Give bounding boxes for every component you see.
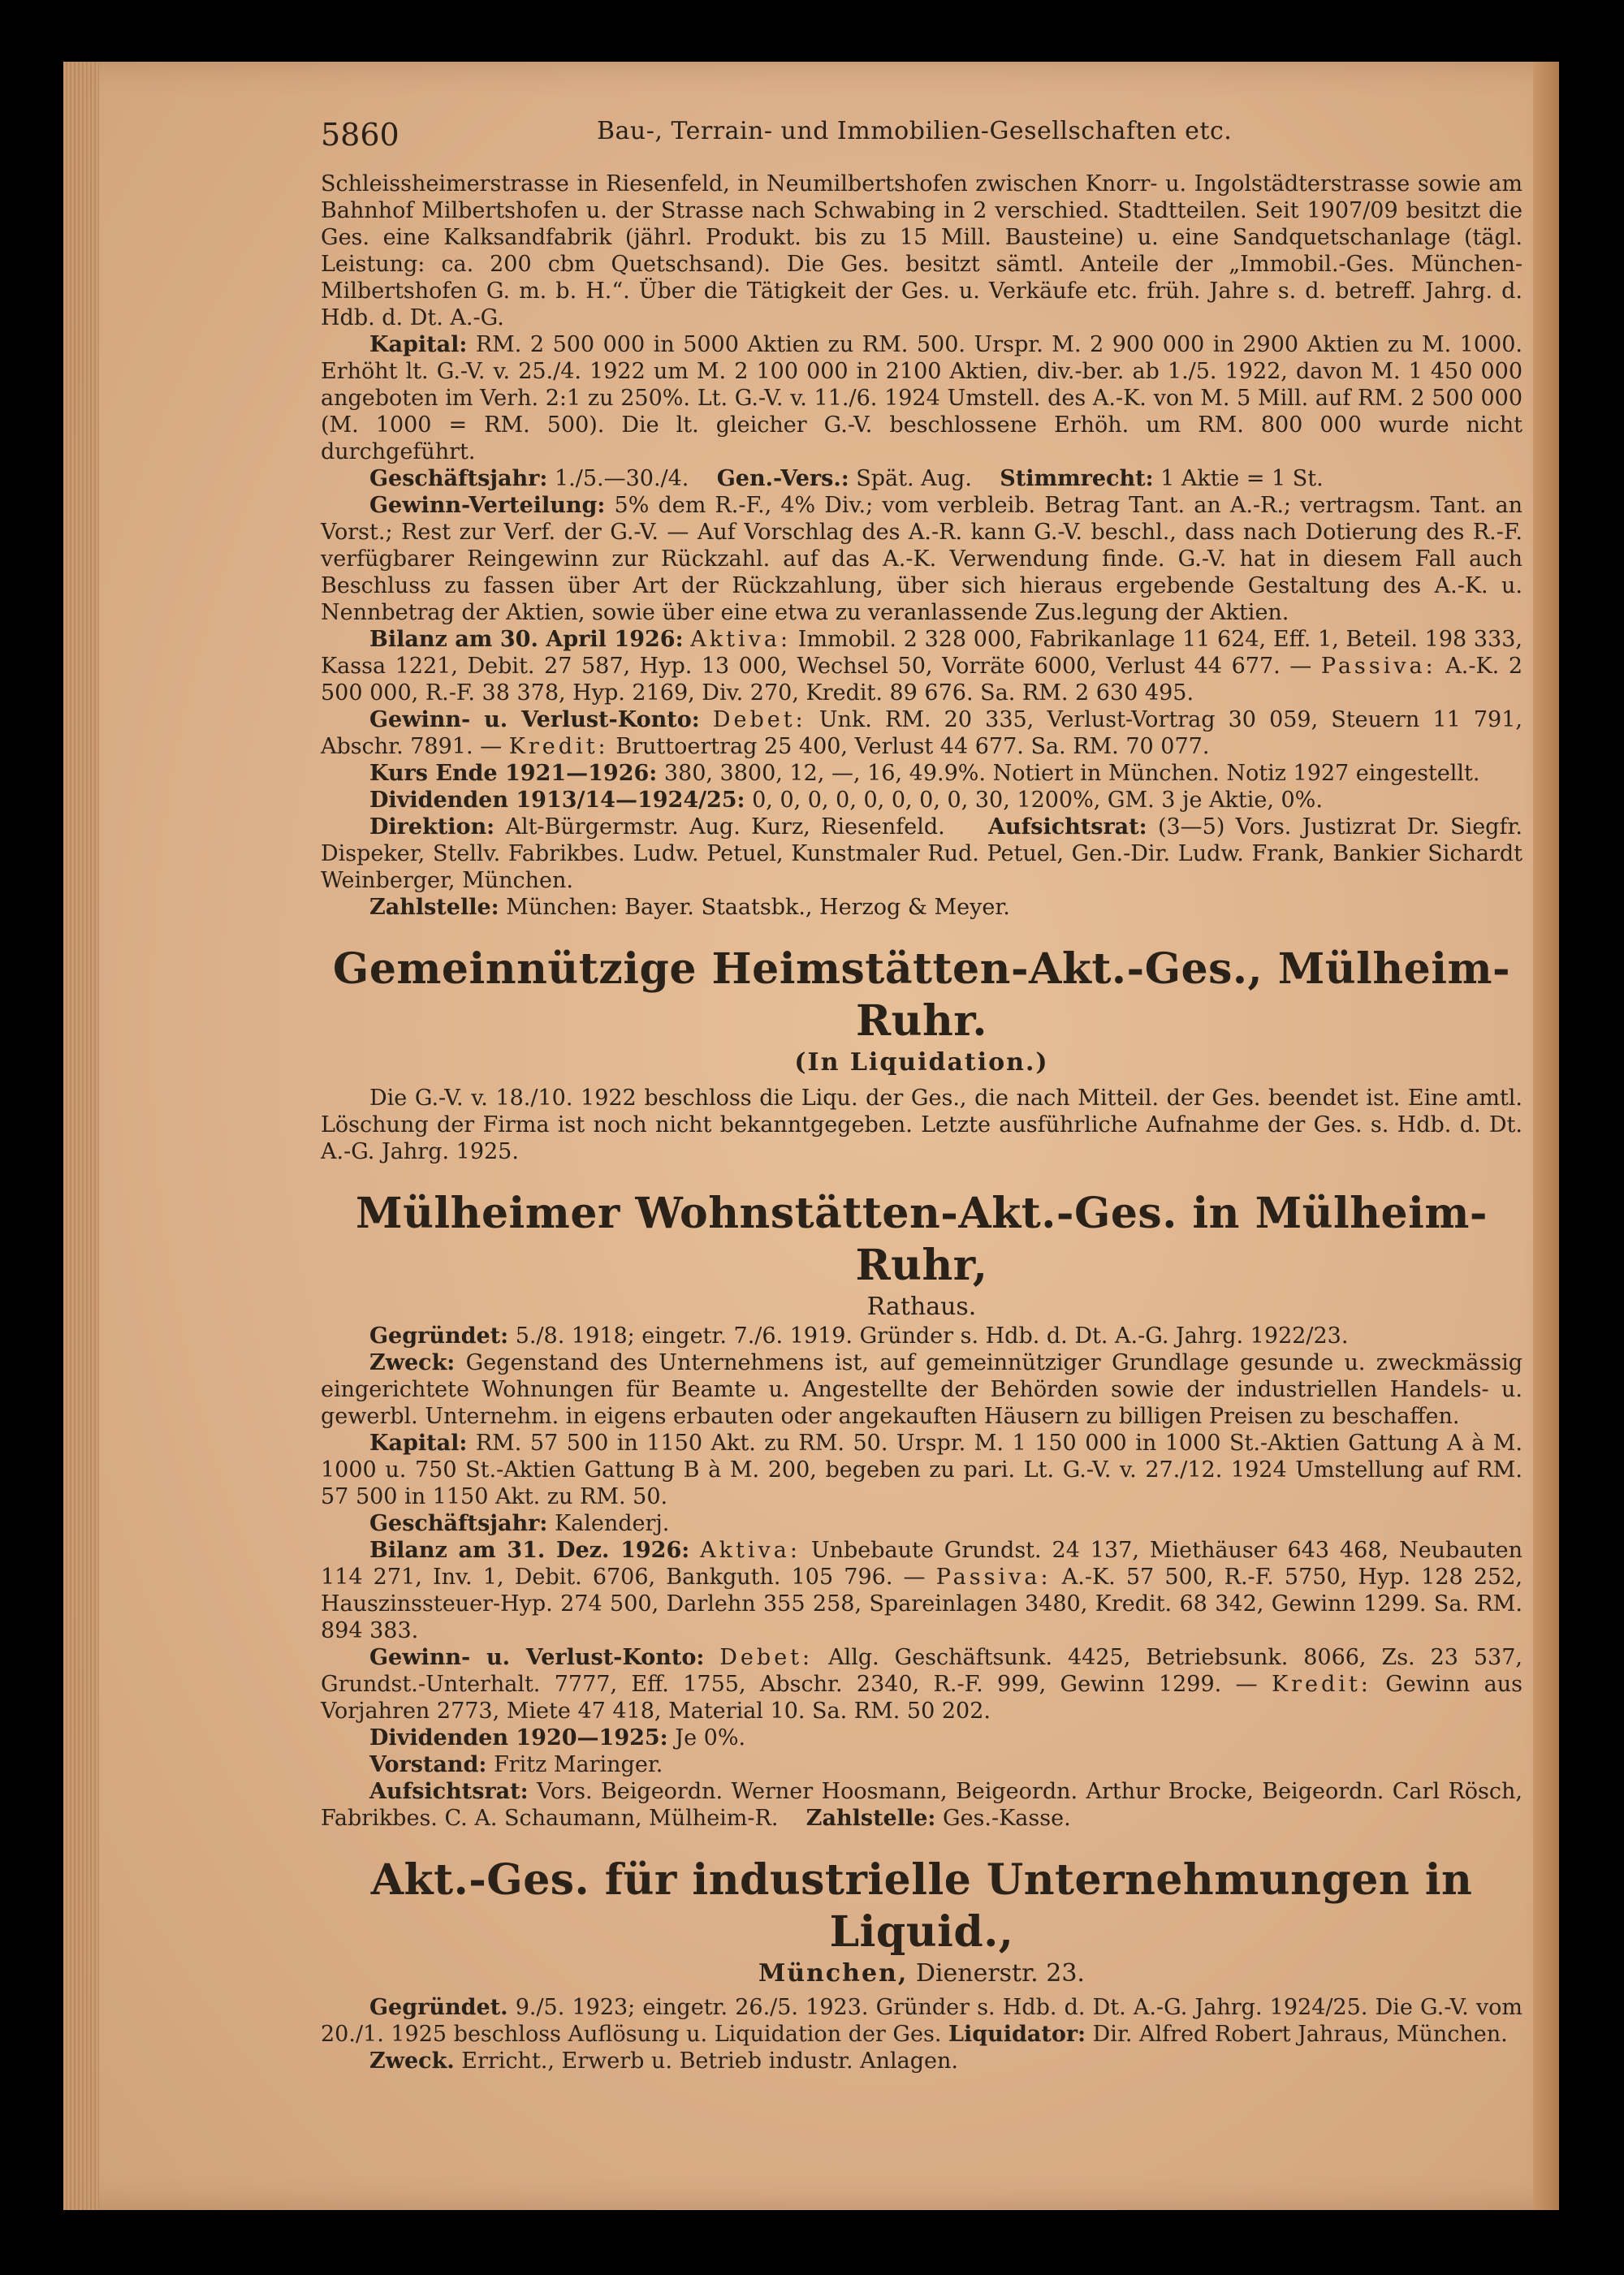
kapital-label: Kapital: [369, 332, 468, 357]
geschaeftsjahr-text-2: Kalenderj. [554, 1511, 670, 1536]
section-heimstaetten [321, 1085, 1522, 1165]
kredit-text: Bruttoertrag 25 400, Verlust 44 677. Sa. RM. 70 077. [615, 734, 1210, 759]
gegruendet-label-2: Gegründet. [369, 1995, 508, 2020]
running-title: Bau-, Terrain- und Immobilien-Gesellschaften etc. [597, 117, 1233, 145]
gewinnverteilung-text: 5% dem R.-F., 4% Div.; vom verbleib. Betrag Tant. an A.-R.; vertragsm. Tant. an Vorst.; Rest zur Verf. der G.-V. — Auf Vorschlag des A.-R. kann G.-V. beschl., dass nach Dotierung des R.-F. verfügbarer Reingewinn zur Rückzahl. auf das A.-K. Verwendung finde. G.-V. hat in diesem Fall auch Beschluss zu fassen über Art der Rückzahlung, über sich hieraus ergebende Gestaltung des A.-K. u. Nennbetrag der Aktien, sowie über eine etwa zu veranlassende Zus.legung der Aktien. [321, 493, 1522, 625]
section-continued-entry [321, 171, 1522, 921]
guv-paragraph-2 [321, 1644, 1522, 1725]
debet-word-2: Debet: [719, 1645, 814, 1670]
gegruendet-label: Gegründet: [369, 1323, 509, 1349]
zweck-label: Zweck: [369, 1350, 456, 1375]
heimstaetten-paragraph: Die G.-V. v. 18./10. 1922 beschloss die Liqu. der Ges., die nach Mitteil. der Ges. beendet ist. Eine amtl. Löschung der Firma ist noch nicht bekanntgegeben. Letzte ausführliche Aufnahme der Ges. s. Hdb. d. Dt. A.-G. Jahrg. 1925. [321, 1086, 1522, 1164]
company-address-industrielle [321, 1958, 1522, 1989]
direktion-paragraph [321, 814, 1522, 894]
aktiva-text-2: Unbebaute Grundst. 24 137, Miethäuser 643 468, Neubauten 114 271, Inv. 1, Debit. 6706, Bankguth. 105 796. — [321, 1538, 1522, 1590]
bilanz-label-2: Bilanz am 31. Dez. 1926: [369, 1538, 690, 1563]
debet-text: Unk. RM. 20 335, Verlust-Vortrag 30 059, Steuern 11 791, Abschr. 7891. — [321, 707, 1522, 759]
company-title-heimstaetten: Gemeinnützige Heimstätten-Akt.-Ges., Mülheim-Ruhr. [332, 944, 1511, 1046]
page-header [321, 106, 1522, 171]
aufsichtsrat-text: (3—5) Vors. Justizrat Dr. Siegfr. Dispeker, Stellv. Fabrikbes. Ludw. Petuel, Kunstmaler Rud. Petuel, Gen.-Dir. Ludw. Frank, Bankier Sichardt Weinberger, München. [321, 814, 1522, 893]
company-title-wohnstaetten: Mülheimer Wohnstätten-Akt.-Ges. in Mülheim-Ruhr, [356, 1189, 1488, 1290]
street-address: Dienerstr. 23. [915, 1959, 1085, 1988]
vorstand-label: Vorstand: [369, 1752, 487, 1777]
kapital-paragraph-2 [321, 1430, 1522, 1510]
aufsichtsrat-label-2: Aufsichtsrat: [369, 1779, 529, 1804]
zweck-text: Gegenstand des Unternehmens ist, auf gemeinnütziger Grundlage gesunde u. zweckmässig eingerichtete Wohnungen für Beamte u. Angestellte der Behörden sowie der industriellen Handels- u. gewerbl. Unternehm. in eigens erbauten oder angekauften Häusern zu billigen Preisen zu beschaffen. [321, 1350, 1523, 1429]
dividenden-label-2: Dividenden 1920—1925: [369, 1725, 668, 1750]
genvers-label: Gen.-Vers.: [716, 466, 849, 491]
passiva-text-2: A.-K. 57 500, R.-F. 5750, Hyp. 128 252, Hauszinssteuer-Hyp. 274 500, Darlehn 355 258, Spareinlagen 3480, Kredit. 68 342, Gewinn 1299. Sa. RM. 894 383. [321, 1565, 1522, 1643]
zweck-paragraph [321, 1349, 1522, 1430]
page-fore-edges [63, 62, 99, 2210]
company-subtitle-liquidation [321, 1047, 1522, 1078]
zweck-text-2: Erricht., Erwerb u. Betrieb industr. Anlagen. [461, 2048, 958, 2074]
city-name: München, [758, 1959, 909, 1988]
zweck-label-2: Zweck. [369, 2048, 455, 2074]
aufsichtsrat-paragraph-2 [321, 1778, 1522, 1832]
aktiva-text: Immobil. 2 328 000, Fabrikanlage 11 624, Eff. 1, Beteil. 198 333, Kassa 1221, Debit. 27 587, Hyp. 13 000, Wechsel 50, Vorräte 6000, Verlust 44 677. — [321, 627, 1522, 679]
zahlstelle-label-2: Zahlstelle: [806, 1806, 936, 1831]
passiva-word: Passiva: [1320, 654, 1436, 679]
zweck-paragraph-2 [321, 2048, 1522, 2074]
aktiva-word: Aktiva: [690, 627, 792, 652]
vorstand-paragraph [321, 1751, 1522, 1778]
dividenden-paragraph-2 [321, 1725, 1522, 1751]
genvers-text: Spät. Aug. [856, 466, 972, 491]
intro-paragraph: Schleissheimerstrasse in Riesenfeld, in Neumilbertshofen zwischen Knorr- u. Ingolstädterstrasse sowie am Bahnhof Milbertshofen u. der Strasse nach Schwabing in 2 verschied. Stadtteilen. Seit 1907/09 besitzt die Ges. eine Kalksandfabrik (jährl. Produkt. bis zu 15 Mill. Bausteine) u. eine Sandquetschanlage (tägl. Leistung: ca. 200 cbm Quetschsand). Die Ges. besitzt sämtl. Anteile der „Immobil.-Ges. München-Milbertshofen G. m. b. H.“. Über die Tätigkeit der Ges. u. Verkäufe etc. früh. Jahre s. d. betreff. Jahrg. d. Hdb. d. Dt. A.-G. [321, 171, 1522, 330]
company-title-industrielle: Akt.-Ges. für industrielle Unternehmungen in Liquid., [370, 1855, 1473, 1957]
gewinnverteilung-label: Gewinn-Verteilung: [369, 493, 606, 518]
geschaeftsjahr-label: Geschäftsjahr: [369, 466, 548, 491]
section-industrielle [321, 1994, 1522, 2074]
dividenden-label: Dividenden 1913/14—1924/25: [369, 788, 745, 813]
geschaeftsjahr-line-2 [321, 1510, 1522, 1537]
gegruendet-paragraph [321, 1323, 1522, 1349]
passiva-word-2: Passiva: [935, 1565, 1052, 1590]
guv-label: Gewinn- u. Verlust-Konto: [369, 707, 700, 732]
page-number: 5860 [321, 117, 400, 153]
kredit-text-2: Gewinn aus Vorjahren 2773, Miete 47 418, Material 10. Sa. RM. 50 202. [321, 1672, 1522, 1724]
zahlstelle-text-2: Ges.-Kasse. [943, 1806, 1071, 1831]
gewinnverteilung-paragraph [321, 492, 1522, 626]
dividenden-text: 0, 0, 0, 0, 0, 0, 0, 0, 30, 1200%, GM. 3 je Aktie, 0%. [752, 788, 1323, 813]
section-wohnstaetten [321, 1323, 1522, 1832]
bilanz-paragraph [321, 626, 1522, 706]
geschaeftsjahr-line [321, 465, 1522, 492]
gegruendet-text: 5./8. 1918; eingetr. 7./6. 1919. Gründer s. Hdb. d. Dt. A.-G. Jahrg. 1922/23. [515, 1323, 1349, 1349]
guv-label-2: Gewinn- u. Verlust-Konto: [369, 1645, 705, 1670]
kurs-paragraph [321, 760, 1522, 787]
kurs-label: Kurs Ende 1921—1926: [369, 761, 658, 786]
guv-paragraph [321, 706, 1522, 760]
direktion-label: Direktion: [369, 814, 495, 840]
aktiva-word-2: Aktiva: [700, 1538, 801, 1563]
geschaeftsjahr-label-2: Geschäftsjahr: [369, 1511, 548, 1536]
bilanz-label: Bilanz am 30. April 1926: [369, 627, 684, 652]
gegruendet-text-2: 9./5. 1923; eingetr. 26./5. 1923. Gründer s. Hdb. d. Dt. A.-G. Jahrg. 1924/25. Die G.-V. vom 20./1. 1925 beschloss Auflösung u. Liquidation der Ges. [321, 1995, 1522, 2047]
liquidator-label: Liquidator: [948, 2022, 1086, 2047]
kapital-text-2: RM. 57 500 in 1150 Akt. zu RM. 50. Urspr. M. 1 150 000 in 1000 St.-Aktien Gattung A à M. 1000 u. 750 St.-Aktien Gattung B à M. 200, begeben zu pari. Lt. G.-V. v. 27./12. 1924 Umstellung auf RM. 57 500 in 1150 Akt. zu RM. 50. [321, 1431, 1522, 1509]
aufsichtsrat-text-2: Vors. Beigeordn. Werner Hoosmann, Beigeordn. Arthur Brocke, Beigeordn. Carl Rösch, Fabrikbes. C. A. Schaumann, Mülheim-R. [321, 1779, 1522, 1831]
debet-text-2: Allg. Geschäftsunk. 4425, Betriebsunk. 8066, Zs. 23 537, Grundst.-Unterhalt. 7777, Eff. 1755, Abschr. 2340, R.-F. 999, Gewinn 1299. — [321, 1645, 1522, 1697]
geschaeftsjahr-text: 1./5.—30./4. [554, 466, 689, 491]
gegruendet-paragraph-2 [321, 1994, 1522, 2048]
kurs-text: 380, 3800, 12, —, 16, 49.9%. Notiert in München. Notiz 1927 eingestellt. [663, 761, 1480, 786]
zahlstelle-label: Zahlstelle: [369, 895, 499, 920]
liquidator-text: Dir. Alfred Robert Jahraus, München. [1092, 2022, 1508, 2047]
kapital-paragraph [321, 331, 1522, 465]
kredit-word: Kredit: [508, 734, 609, 759]
liquidation-note: (In Liquidation.) [794, 1048, 1049, 1077]
zahlstelle-text: München: Bayer. Staatsbk., Herzog & Meyer. [506, 895, 1010, 920]
direktion-text: Alt-Bürgermstr. Aug. Kurz, Riesenfeld. [505, 814, 945, 840]
company-address-wohnstaetten: Rathaus. [866, 1293, 977, 1321]
stimmrecht-text: 1 Aktie = 1 St. [1160, 466, 1324, 491]
kredit-word-2: Kredit: [1271, 1672, 1371, 1697]
vorstand-text: Fritz Maringer. [493, 1752, 663, 1777]
dividenden-text-2: Je 0%. [675, 1725, 746, 1750]
bilanz-paragraph-2 [321, 1537, 1522, 1644]
stimmrecht-label: Stimmrecht: [1000, 466, 1154, 491]
dividenden-paragraph [321, 787, 1522, 814]
aufsichtsrat-label: Aufsichtsrat: [988, 814, 1147, 840]
zahlstelle-paragraph [321, 894, 1522, 921]
page-right-edge [1533, 62, 1559, 2210]
page-content [321, 106, 1522, 2074]
kapital-text: RM. 2 500 000 in 5000 Aktien zu RM. 500. Urspr. M. 2 900 000 in 2900 Aktien zu M. 1000. Erhöht lt. G.-V. v. 25./4. 1922 um M. 2 100 000 in 2100 Aktien, div.-ber. ab 1./5. 1922, davon M. 1 450 000 angeboten im Verh. 2:1 zu 250%. Lt. G.-V. v. 11./6. 1924 Umstell. des A.-K. von M. 5 Mill. auf RM. 2 500 000 (M. 1000 = RM. 500). Die lt. gleicher G.-V. beschlossene Erhöh. um RM. 800 000 wurde nicht durchgeführt. [321, 332, 1522, 464]
kapital-label-2: Kapital: [369, 1431, 468, 1456]
passiva-text: A.-K. 2 500 000, R.-F. 38 378, Hyp. 2169, Div. 270, Kredit. 89 676. Sa. RM. 2 630 495. [321, 654, 1522, 706]
debet-word: Debet: [712, 707, 806, 732]
